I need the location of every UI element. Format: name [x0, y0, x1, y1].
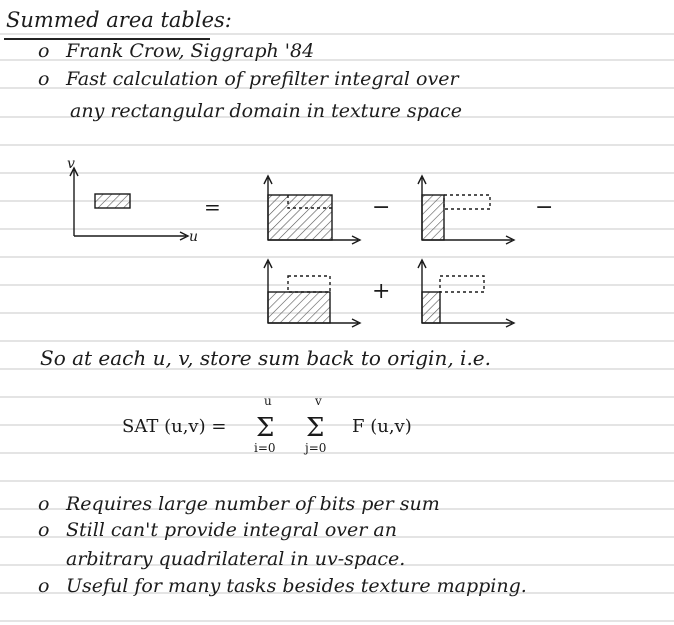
sat-formula: [120, 396, 440, 456]
sum-rect-left: [422, 195, 444, 240]
axis-v-label: v: [67, 156, 75, 172]
bullet-text: Still can't provide integral over an: [66, 519, 397, 541]
equals-sign: =: [204, 195, 221, 219]
bullet-item: [38, 493, 440, 515]
query-rect: [95, 194, 130, 208]
sum-rect-full: [268, 195, 332, 240]
bullet-item: [38, 68, 459, 90]
bullet-text: Frank Crow, Siggraph '84: [66, 40, 315, 62]
so-line: So at each u, v, store sum back to origin, i.e.: [40, 346, 491, 370]
sum-lower-j: j=0: [305, 441, 327, 455]
sum-lower-i: i=0: [254, 441, 276, 455]
bullet-marker: o: [38, 575, 50, 597]
bullet-marker: o: [38, 68, 50, 90]
sum-rect-corner: [422, 292, 440, 323]
bullet-text: Fast calculation of prefilter integral over: [66, 68, 459, 90]
minus-sign-1: −: [372, 195, 391, 220]
formula-term: F (u,v): [352, 416, 412, 437]
bullet-marker: o: [38, 519, 50, 541]
bullet-item: [38, 519, 397, 541]
bullet-item: [38, 575, 527, 597]
axis-u-label: u: [189, 229, 199, 245]
bullet-text: Requires large number of bits per sum: [66, 493, 440, 515]
sum-rect-bottom: [268, 292, 330, 323]
sum-upper-j: v: [315, 396, 322, 408]
sum-upper-i: u: [264, 396, 272, 408]
plus-sign: +: [372, 279, 391, 304]
bullet-marker: o: [38, 493, 50, 515]
minus-sign-2: −: [535, 195, 554, 220]
page-title: Summed area tables:: [6, 8, 232, 32]
bullet-text: Useful for many tasks besides texture mapping.: [66, 575, 527, 597]
bullet-continuation: any rectangular domain in texture space: [70, 100, 463, 122]
bullet-marker: o: [38, 40, 50, 62]
sum-sigma-j: Σ: [306, 413, 325, 443]
sum-sigma-i: Σ: [256, 413, 275, 443]
bullet-item: [38, 40, 314, 62]
bullet-continuation: arbitrary quadrilateral in uv-space.: [66, 548, 406, 570]
formula-lhs: SAT (u,v) =: [122, 416, 227, 437]
sat-diagram: [0, 150, 674, 340]
